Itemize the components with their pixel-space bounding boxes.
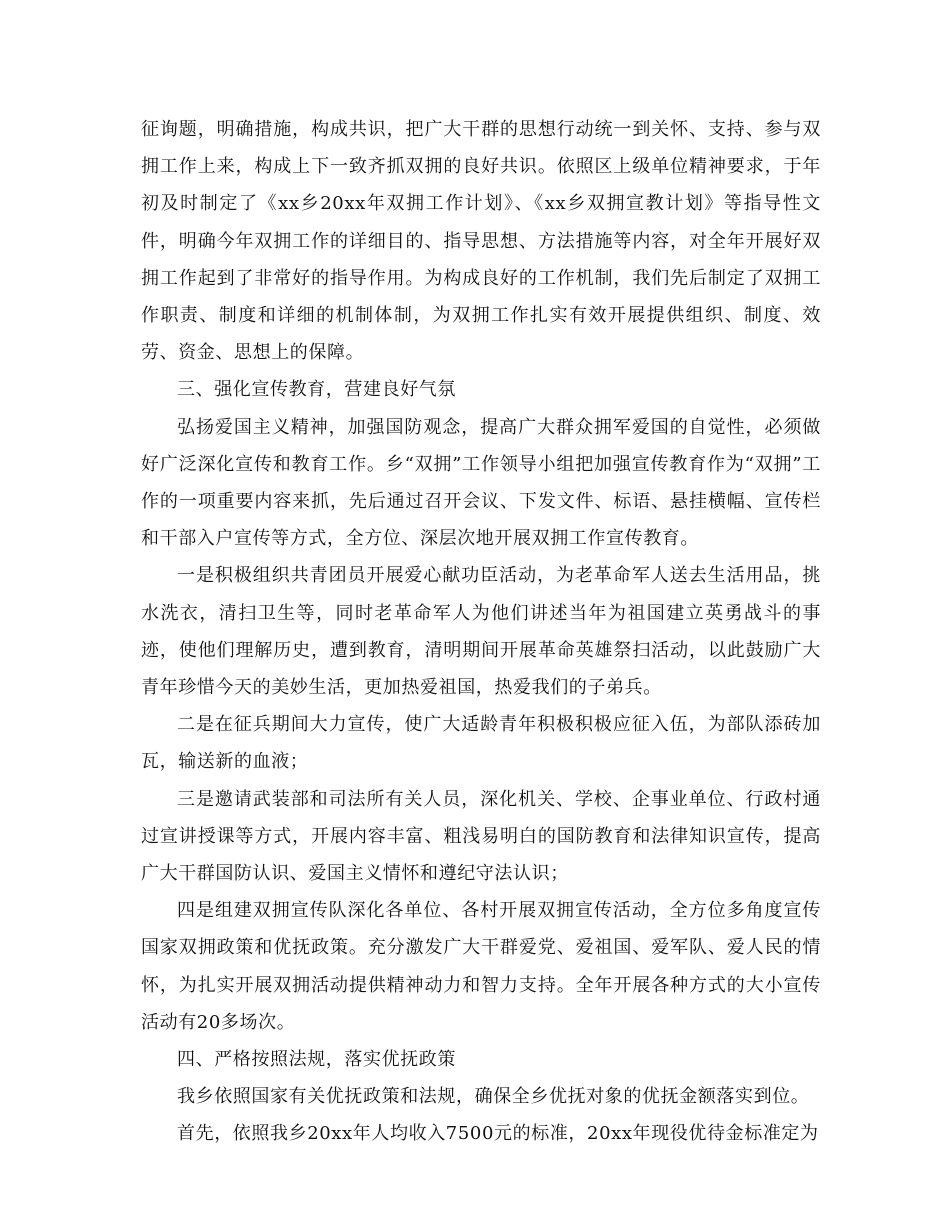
section-heading: 四、严格按照法规，落实优抚政策: [177, 1049, 456, 1071]
paragraph: 三是邀请武装部和司法所有关人员，深化机关、学校、企事业单位、行政村通过宣讲授课等方式，开展内容丰富、粗浅易明白的国防教育和法律知识宣传，提高广大干群国防认识、爱国主义情怀和遵纪守法认识；: [141, 788, 821, 885]
paragraph: 一是积极组织共青团员开展爱心献功臣活动，为老革命军人送去生活用品，挑水洗衣，清扫卫生等，同时老革命军人为他们讲述当年为祖国建立英勇战斗的事迹，使他们理解历史，遭到教育，清明期间开展革命英雄祭扫活动，以此鼓励广大青年珍惜今天的美妙生活，更加热爱祖国，热爱我们的子弟兵。: [141, 565, 821, 699]
paragraph: 征询题，明确措施，构成共识，把广大干群的思想行动统一到关怀、支持、参与双拥工作上来，构成上下一致齐抓双拥的良好共识。依照区上级单位精神要求，于年初及时制定了《xx乡20xx年双拥工作计划》、《xx乡双拥宣教计划》等指导性文件，明确今年双拥工作的详细目的、指导思想、方法措施等内容，对全年开展好双拥工作起到了非常好的指导作用。为构成良好的工作机制，我们先后制定了双拥工作职责、制度和详细的机制体制，为双拥工作扎实有效开展提供组织、制度、效劳、资金、思想上的保障。: [141, 119, 821, 364]
paragraph: 四是组建双拥宣传队深化各单位、各村开展双拥宣传活动，全方位多角度宣传国家双拥政策和优抚政策。充分激发广大干群爱党、爱祖国、爱军队、爱人民的情怀，为扎实开展双拥活动提供精神动力和智力支持。全年开展各种方式的大小宣传活动有20多场次。: [141, 900, 821, 1033]
paragraph: 弘扬爱国主义精神，加强国防观念，提高广大群众拥军爱国的自觉性，必须做好广泛深化宣传和教育工作。乡“双拥”工作领导小组把加强宣传教育作为“双拥”工作的一项重要内容来抓，先后通过召开会议、下发文件、标语、悬挂横幅、宣传栏和干部入户宣传等方式，全方位、深层次地开展双拥工作宣传教育。: [141, 416, 821, 550]
paragraph: 首先，依照我乡20xx年人均收入7500元的标准，20xx年现役优待金标准定为: [177, 1123, 819, 1145]
section-heading: 三、强化宣传教育，营建良好气氛: [177, 379, 456, 401]
document-body: [141, 111, 821, 1153]
paragraph: 二是在征兵期间大力宣传，使广大适龄青年积极积极应征入伍，为部队添砖加瓦，输送新的血液；: [141, 714, 821, 773]
paragraph: 我乡依照国家有关优抚政策和法规，确保全乡优抚对象的优抚金额落实到位。: [177, 1086, 810, 1108]
